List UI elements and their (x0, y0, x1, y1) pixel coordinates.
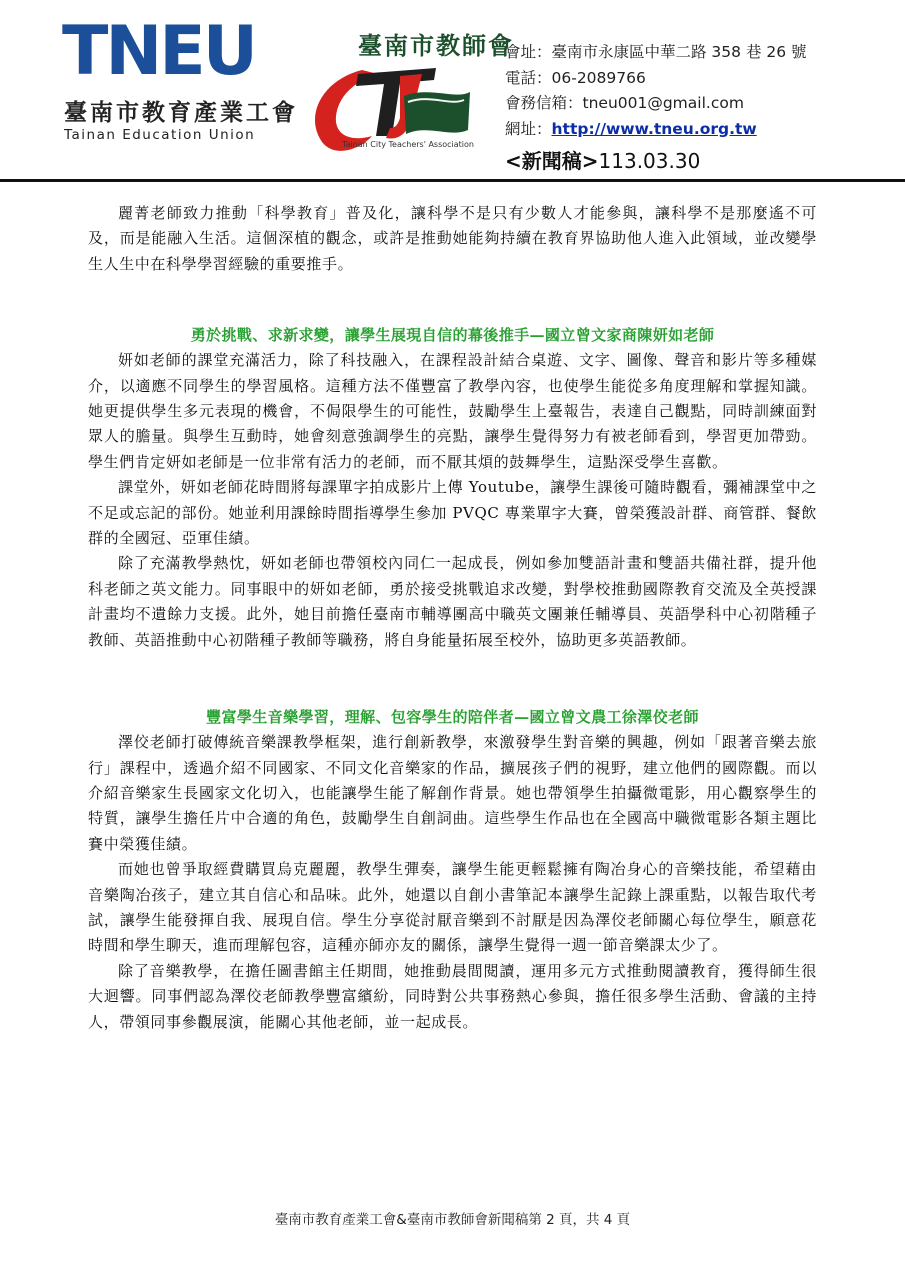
press-release-line (505, 145, 700, 174)
website-label: 網址： (505, 119, 552, 138)
phone: 電話：06-2089766 (505, 68, 646, 87)
section2-paragraph: 除了音樂教學，在擔任圖書館主任期間，她推動晨間閱讀，運用多元方式推動閱讀教育，獲得師生很大迴響。同事們認為澤佼老師教學豐富繽紛，同時對公共事務熱心參與，擔任很多學生活動、會議的主持人，帶領同事參觀展演，能關心其他老師，並一起成長。 (88, 961, 817, 1031)
teachers-association-name-en: Tainan City Teachers' Association (342, 140, 474, 149)
article-body (88, 201, 817, 1035)
release-date: 113.03.30 (598, 149, 701, 173)
intro-paragraph: 麗菁老師致力推動「科學教育」普及化，讓科學不是只有少數人才能參與，讓科學不是那麼遙不可及，而是能融入生活。這個深植的觀念，或許是推動她能夠持續在教育界協助他人進入此領域，並改變學生人生中在科學學習經驗的重要推手。 (88, 204, 817, 273)
tneu-name-zh: 臺南市教育產業工會 (64, 100, 298, 126)
section2-paragraph: 而她也曾爭取經費購買烏克麗麗，教學生彈奏，讓學生能更輕鬆擁有陶冶身心的音樂技能，希望藉由音樂陶冶孩子，建立其自信心和品味。此外，她還以自創小書筆記本讓學生記錄上課重點，以報告取代考試，讓學生能發揮自我、展現自信。學生分享從討厭音樂到不討厭是因為澤佼老師關心每位學生，願意花時間和學生聊天，進而理解包容，這種亦師亦友的關係，讓學生覺得一週一節音樂課太少了。 (88, 860, 817, 955)
website-link[interactable]: http://www.tneu.org.tw (551, 119, 757, 138)
address: 會址：臺南市永康區中華二路 358 巷 26 號 (505, 43, 807, 61)
tneu-logo (62, 12, 298, 143)
teachers-association-logo (300, 18, 514, 158)
letterhead (0, 0, 905, 185)
press-release-tag: <新聞稿> (505, 149, 599, 173)
teachers-association-name-zh: 臺南市教師會 (358, 31, 514, 60)
tneu-name-en: Tainan Education Union (64, 127, 256, 143)
section-heading-chen: 勇於挑戰、求新求變，讓學生展現自信的幕後推手—國立曾文家商陳妍如老師 (190, 326, 715, 345)
section1-paragraph: 課堂外，妍如老師花時間將每課單字拍成影片上傳 Youtube，讓學生課後可隨時觀看，彌補課堂中之不足或忘記的部份。她並利用課餘時間指導學生參加 PVQC 專業單字大賽，曾榮獲設計群、商管群、餐飲群的全國冠、亞軍佳績。 (88, 478, 817, 548)
section2-paragraph: 澤佼老師打破傳統音樂課教學框架，進行創新教學，來激發學生對音樂的興趣，例如「跟著音樂去旅行」課程中，透過介紹不同國家、不同文化音樂家的作品，擴展孩子們的視野，建立他們的國際觀。而以介紹音樂家生長國家文化切入，也能讓學生能了解創作背景。她也帶領學生拍攝微電影，用心觀察學生的特質，讓學生擔任片中合適的角色，鼓勵學生自創詞曲。這些學生作品也在全國高中職微電影各類主題比賽中榮獲佳績。 (88, 733, 817, 853)
section1-paragraph: 妍如老師的課堂充滿活力，除了科技融入，在課程設計結合桌遊、文字、圖像、聲音和影片等多種媒介，以適應不同學生的學習風格。這種方法不僅豐富了教學內容，也使學生能從多角度理解和掌握知識。她更提供學生多元表現的機會，不侷限學生的可能性，鼓勵學生上臺報告，表達自己觀點，同時訓練面對眾人的膽量。與學生互動時，她會刻意強調學生的亮點，讓學生覺得努力有被老師看到，學習更加帶勁。學生們肯定妍如老師是一位非常有活力的老師，而不厭其煩的鼓舞學生，這點深受學生喜歡。 (88, 351, 817, 471)
email: 會務信箱：tneu001@gmail.com (505, 94, 744, 112)
section1-paragraph: 除了充滿教學熱忱，妍如老師也帶領校內同仁一起成長，例如參加雙語計畫和雙語共備社群，提升他科老師之英文能力。同事眼中的妍如老師，勇於接受挑戰追求改變，對學校推動國際教育交流及全英授課計畫均不遺餘力支援。此外，她目前擔任臺南市輔導團高中職英文團兼任輔導員、英語學科中心初階種子教師、英語推動中心初階種子教師等職務，將自身能量拓展至校外，協助更多英語教師。 (88, 554, 817, 649)
section-heading-hsu: 豐富學生音樂學習，理解、包容學生的陪伴者—國立曾文農工徐澤佼老師 (206, 708, 699, 727)
website (505, 117, 807, 143)
header-divider (0, 179, 905, 182)
page-footer: 臺南市教育產業工會&臺南市教師會新聞稿第 2 頁，共 4 頁 (274, 1212, 631, 1228)
tneu-logo-letters: TNEU (62, 12, 255, 91)
contact-info (505, 40, 807, 142)
